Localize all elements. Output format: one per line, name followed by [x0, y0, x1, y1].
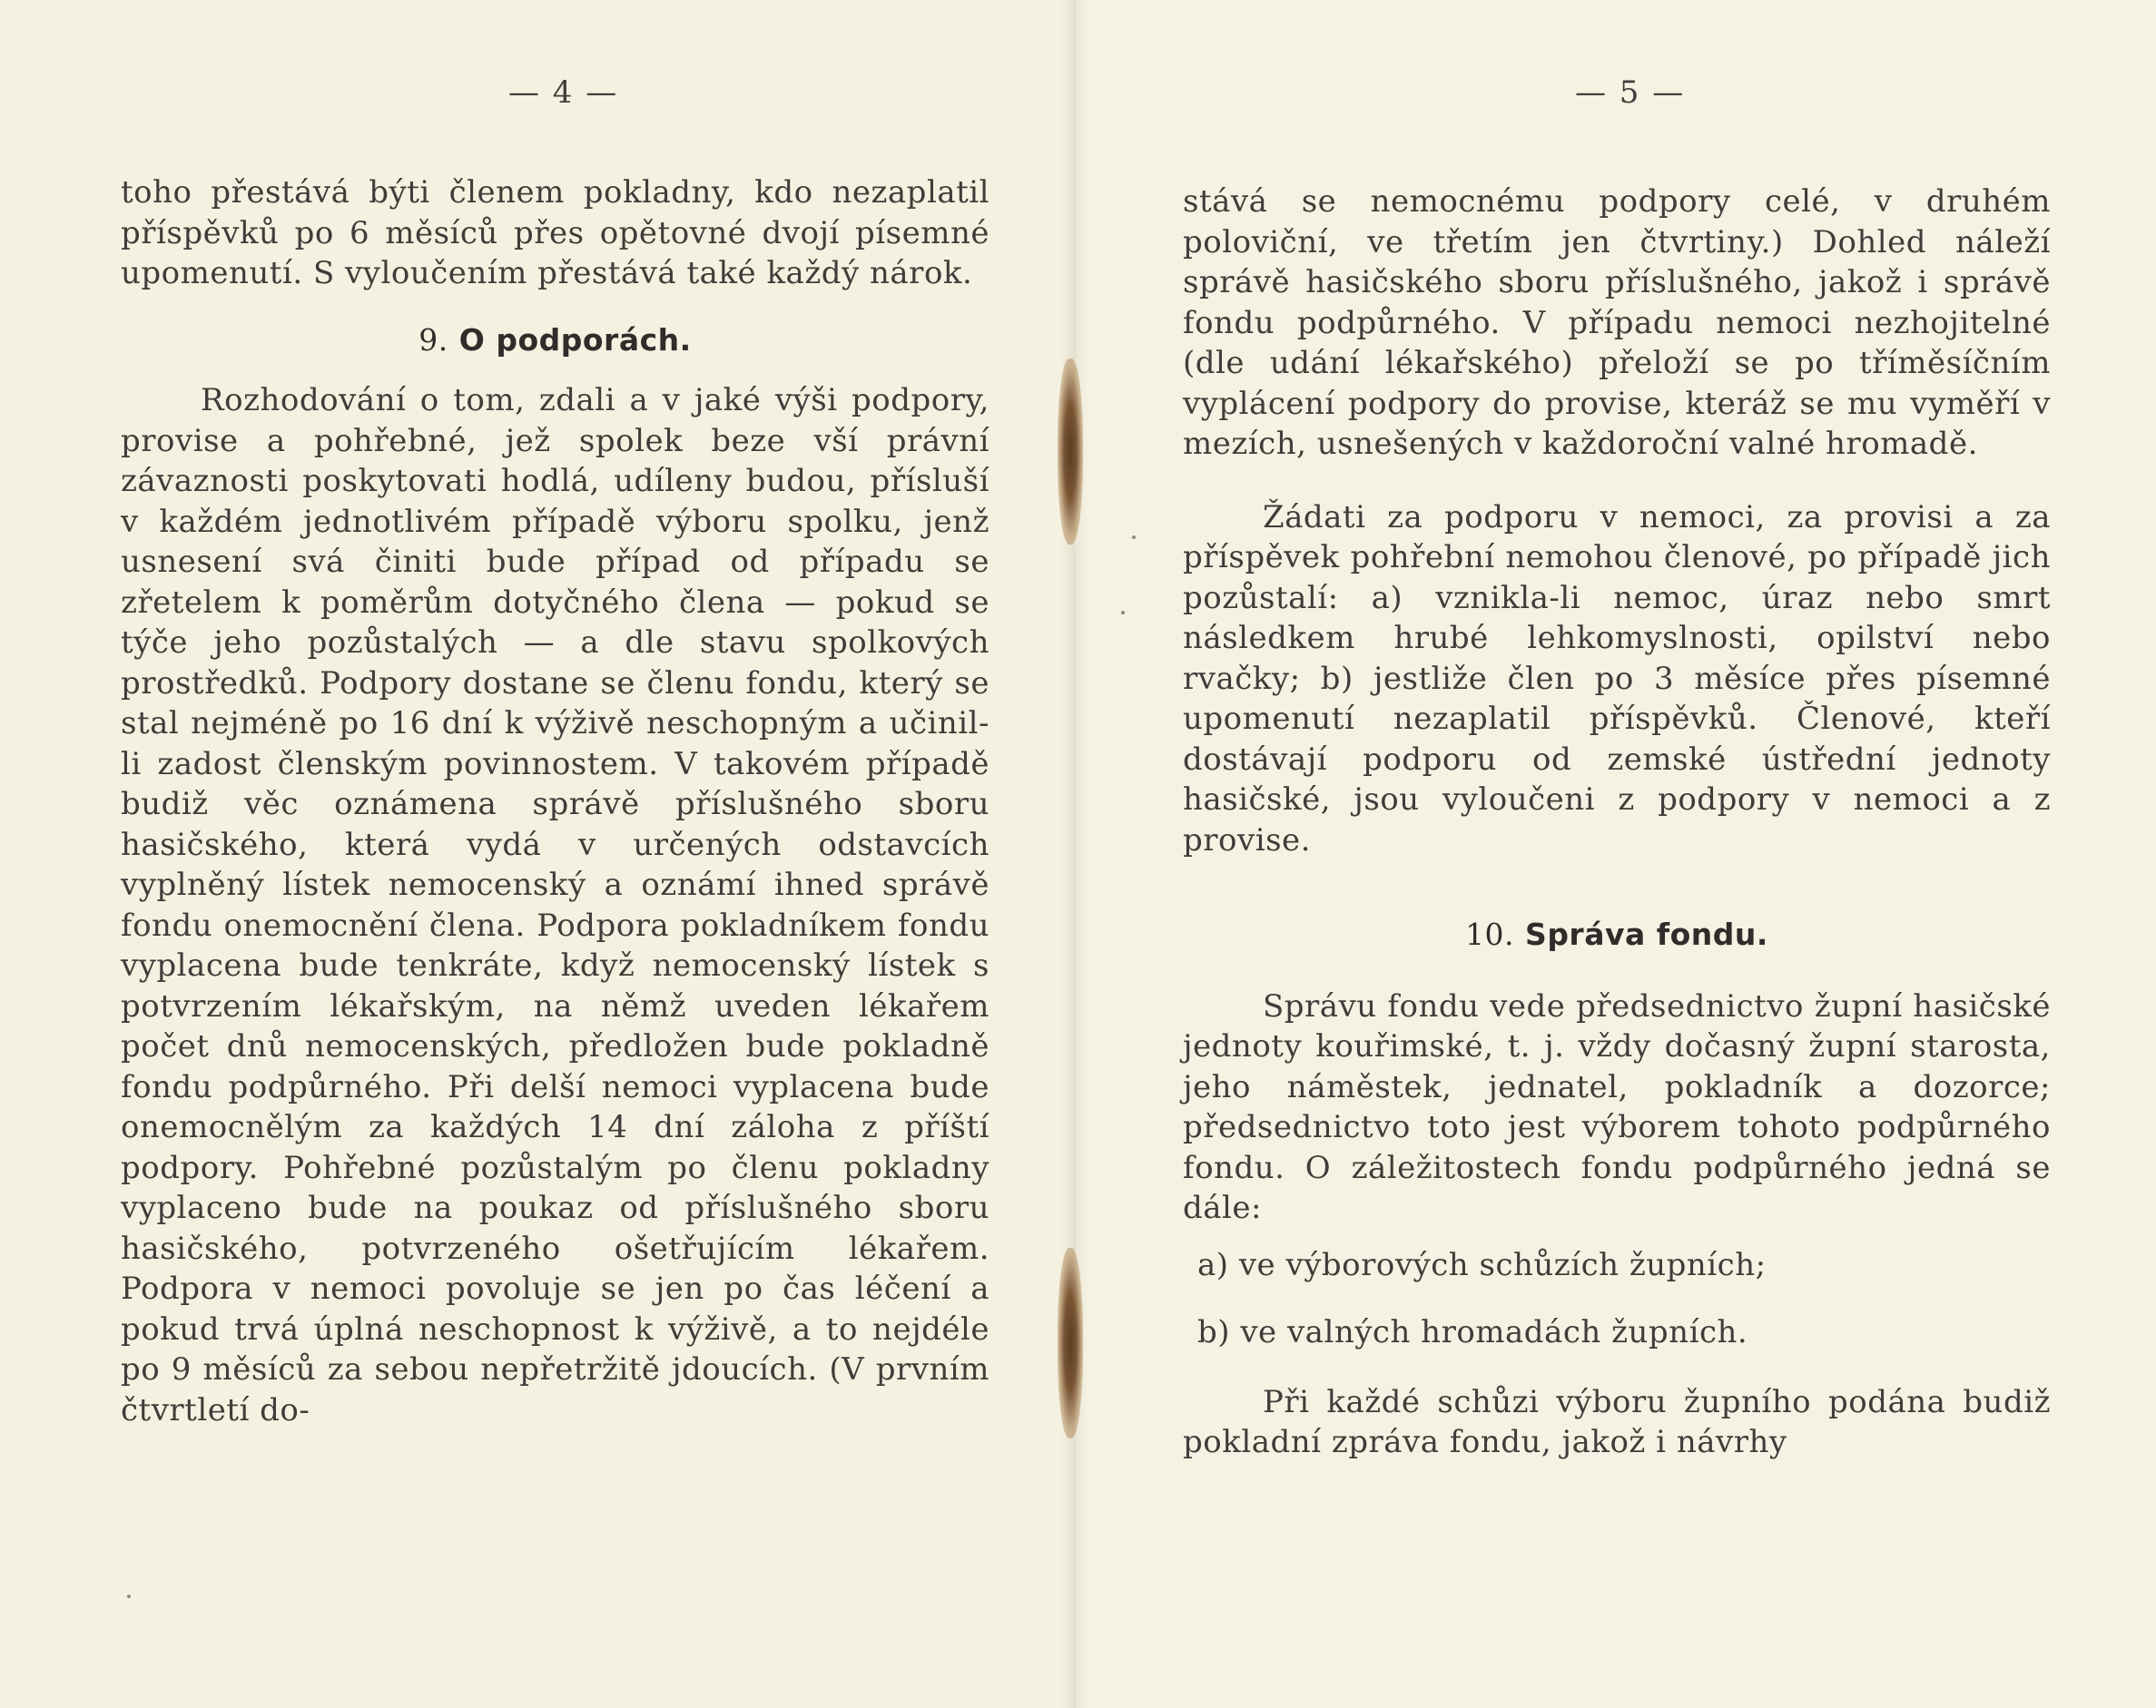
page-number-left: — 4 —	[508, 74, 619, 111]
section-title: O podporách.	[458, 321, 692, 358]
paper-speck	[127, 1595, 131, 1598]
paragraph-exclusions: Žádati za podporu v nemoci, za provisi a za příspěvek pohřební nemohou členové, po případě jich pozůstalí: a) vznikla-li nemoc, úraz nebo smrt následkem hrubé lehkomyslnosti, opilství nebo rvačky; b) jestliže člen po 3 měsíce přes písemné upomenutí nezaplatil příspěvků. Členové, kteří dostávají podporu od zemské ústřední jednoty hasičské, jsou vyloučeni z podpory v nemoci a z provise.	[1183, 498, 2051, 859]
paragraph-meeting-report: Při každé schůzi výboru župního podána budiž pokladní zpráva fondu, jakož i návrhy	[1183, 1383, 2051, 1460]
book-gutter	[1060, 0, 1088, 1708]
list-item: a) ve výborových schůzích župních;	[1197, 1246, 1767, 1283]
section-title: Správa fondu.	[1525, 917, 1768, 952]
paragraph-support-rules: Rozhodování o tom, zdali a v jaké výši podpory, provise a pohřebné, jež spolek beze vší právní závaznosti poskytovati hodlá, udíleny budou, přísluší v každém jednotlivém případě výboru spolku, jenž usnesení svá činiti bude případ od případu se zřetelem k poměrům dotyčného člena — pokud se týče jeho pozůstalých — a dle stavu spolkových prostředků. Podpory dostane se členu fondu, který se stal nejméně po 16 dní k výživě neschopným a učinil-li zadost členským povinnostem. V takovém případě budiž věc oznámena správě příslušného sboru hasičského, která vydá v určených odstavcích vyplněný lístek nemocenský a oznámí ihned správě fondu onemocnění člena. Podpora pokladníkem fondu vyplacena bude tenkráte, když nemocenský lístek s potvrzením lékařským, na němž uveden lékařem počet dnů nemocenských, předložen bude pokladně fondu podpůrného. Při delší nemoci vyplacena bude onemocnělým za každých 14 dní záloha z příští podpory. Pohřebné pozůstalým po členu pokladny vyplaceno bude na poukaz od příslušného sboru hasičského, potvrzeného ošetřujícím lékařem. Podpora v nemoci povoluje se jen po čas léčení a pokud trvá úplná neschopnost k výživě, a to nejdéle po 9 měsíců za sebou nepřetržitě jdoucích. (V prvním čtvrtletí do-	[121, 382, 989, 1428]
paragraph-fund-management: Správu fondu vede předsednictvo župní hasičské jednoty kouřimské, t. j. vždy dočasný župní starosta, jeho náměstek, jednatel, pokladník a dozorce; předsednictvo toto jest výborem tohoto podpůrného fondu. O záležitostech fondu podpůrného jedná se dále:	[1183, 987, 2051, 1226]
paragraph-continuation: toho přestává býti členem pokladny, kdo nezaplatil příspěvků po 6 měsíců přes opětovné dvojí písemné upomenutí. S vyloučením přestává také každý nárok.	[121, 174, 989, 291]
paper-speck	[1132, 535, 1136, 539]
binding-stitch-bottom	[1058, 1248, 1083, 1438]
section-number: 10.	[1465, 917, 1515, 952]
paper-speck	[1121, 611, 1125, 614]
section-heading-10	[1183, 915, 2051, 956]
section-number: 9.	[418, 321, 448, 358]
binding-stitch-top	[1058, 358, 1083, 545]
list-item: b) ve valných hromadách župních.	[1197, 1314, 1748, 1350]
paragraph-continuation: stává se nemocnému podpory celé, v druhém poloviční, ve třetím jen čtvrtiny.) Dohled náleží správě hasičského sboru příslušného, jakož i správě fondu podpůrného. V případu nemoci nezhojitelné (dle udání lékařského) přeloží se po tříměsíčním vyplácení podpory do provise, kteráž se mu vyměří v mezích, usnešených v každoroční valné hromadě.	[1183, 183, 2051, 462]
page-number-right: — 5 —	[1575, 74, 1686, 111]
left-text-column	[121, 172, 989, 1430]
section-heading-9	[121, 320, 989, 361]
right-text-column	[1183, 182, 2051, 1463]
